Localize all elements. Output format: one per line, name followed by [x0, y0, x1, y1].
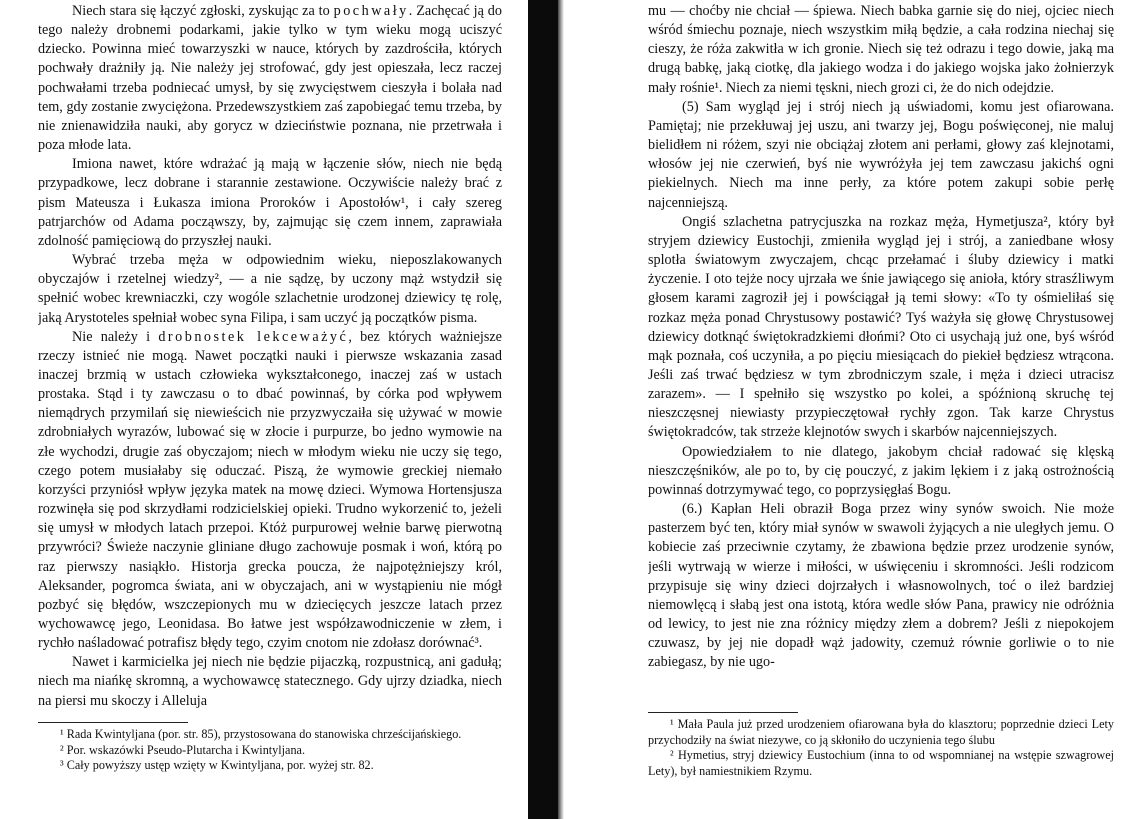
left-footnote-divider: [38, 722, 188, 723]
left-paragraph-1: Niech stara się łączyć zgłoski, zyskując za to pochwały. Zachęcać ją do tego należy drobnemi podarkami, jakie tylko w tym wieku mogą uciszyć dziecko. Powinna mieć towarzyszki w nauce, których by zazdrościła, których pochwały drażniły ją. Nie należy jej strofować, gdy jest opieszała, lecz raczej pochwałami trzeba podniecać umysł, by się zwycięstwem cieszyła i bolała nad tem, gdy zostanie zwyciężona. Przedewszystkiem zaś zapobiegać temu trzeba, by nie znienawidziła nauki, aby gorycz w dzieciństwie poznana, nie przetrwała i poza młode lata.: [38, 3, 502, 154]
spaced-emphasis: pochwały: [333, 3, 409, 19]
right-paragraph-3: Ongiś szlachetna patrycjuszka na rozkaz męża, Hymetjusza², który był stryjem dziewicy Eustochji, zmieniła wygląd jej i strój, a zaniedbane włosy splotła światowym zwyczajem, chcąc przełamać i śluby dziewicy i matki życzenie. I oto tejże nocy ujrzała we śnie jawiącego się anioła, który strasźliwym głosem karami zagroził jej i powściągał ją temi słowy: «To ty ośmieliłaś się rozkaz męża ponad Chrystusowy postawić? Tyś ważyła się głowę Chrystusowej dziewicy dotknąć świętokradzkiemi dłońmi? Oto ci usychają już one, byś wśród mąk poznała, coś uczyniła, a po pięciu miesiącach do piekieł będziesz wtrącona. Jeśli zaś trwać będziesz w tym zbrodniczym szale, i męża i dzieci utracisz zarazem». — I spełniło się wszystko po kolei, a spóźnioną skruchę tej nieszczęsnej niewiasty przypieczętował rychły zgon. Tak karze Chrystus świętokradców, tak strzeże klejnotów swych i skarbów najcenniejszych.: [648, 213, 1114, 441]
right-footnotes: [648, 717, 1114, 779]
left-page: [38, 0, 502, 819]
right-body-text: [648, 2, 1114, 672]
left-paragraph-3: Wybrać trzeba męża w odpowiednim wieku, nieposzlakowanych obyczajów i rzetelnej wiedzy², — a nie sądzę, by uczony mąż wstydził się spełnić wobec krewniaczki, czy wogóle szlachetnie urodzonej dziewicy tę rolę, jaką Arystoteles spełniał wobec syna Filipa, i sam uczyć ją początków pisma.: [38, 252, 502, 326]
left-paragraph-2: Imiona nawet, które wdrażać ją mają w łączenie słów, niech nie będą przypadkowe, lecz dobrane i starannie zestawione. Oczywiście należy brać z pism Mateusza i Łukasza imiona Proroków i Apostołów¹, i cały szereg patrjarchów od Adama począwszy, by, zajmując się czem innem, zaprawiała zdolność pamięciową do przyszłej nauki.: [38, 156, 502, 249]
left-footnote-2: ² Por. wskazówki Pseudo-Plutarcha i Kwintyljana.: [60, 742, 305, 757]
right-footnote-2: ² Hymetius, stryj dziewicy Eustochium (inna to od wspomnianej na wstępie szwagrowej Lety), był namiestnikiem Rzymu.: [648, 748, 1114, 778]
left-paragraph-4: Nie należy i drobnostek lekceważyć, bez których ważniejsze rzeczy istnieć nie mogą. Nawet początki nauki i pierwsze wskazania zasad inaczej brzmią w ustach człowieka wykształconego, inaczej zaś w ustach prostaka. Stąd i ty zawczasu o to dbać powinnaś, by córka pod wpływem niemądrych przymilań się niewieścich nie przyzwyczaiła się używać w mowie zdrobniałych wyrazów, lubować się w złocie i purpurze, bo jedno wymowie na złe wychodzi, drugie zaś obyczajom; niech w młodym wieku nie uczy się tego, czego potem musiałaby się oduczać. Piszą, że wymowie greckiej niemało korzyści przyniósł wpływ języka matek na mowę dzieci. Wymowa Hortensjusza rozwinęła się pod skrzydłami rodzicielskiej opieki. Trudno wykorzenić to, jeżeli się umysł w młodych latach przepoi. Któż purpurowej wełnie barwę pierwotną przywróci? Świeże naczynie gliniane długo zachowuje posmak i woń, którą po raz pierwszy nasiąkło. Historja grecka poucza, że najpotężniejszy król, Aleksander, pogromca świata, ani w obyczajach, ani w wystąpieniu nie mógł pozbyć się błędów, wszczepionych mu w dziecięcych jeszcze latach przez wychowawcę jego, Leonidasa. Bo łatwe jest współzawodniczenie w złem, i rychło naśladować potrafisz błędy tego, czyim cnotom nie zdołasz dorównać³.: [38, 328, 502, 652]
right-page: [648, 0, 1114, 819]
left-footnote-3: ³ Cały powyższy ustęp wzięty w Kwintyljana, por. wyżej str. 82.: [60, 758, 374, 773]
left-body-text: [38, 2, 502, 711]
book-gutter-shadow: [528, 0, 558, 819]
left-footnote-1: ¹ Rada Kwintyljana (por. str. 85), przystosowana do stanowiska chrześcijańskiego.: [60, 727, 462, 741]
book-gutter-edge: [558, 0, 564, 819]
right-paragraph-4: Opowiedziałem to nie dlatego, jakobym chciał radować się klęską nieszczęśników, ale po to, by cię pouczyć, z jakim lękiem i z jaką ostrożnością powinnaś dotrzymywać tego, co poprzysięgłaś Bogu.: [648, 443, 1114, 498]
right-footnote-1: ¹ Mała Paula już przed urodzeniem ofiarowana była do klasztoru; poprzednie dzieci Lety przychodziły na świat niezywe, co ją skłoniło do uczynienia tego ślubu: [648, 717, 1114, 747]
left-footnotes: [38, 727, 502, 774]
right-paragraph-1: mu — choćby nie chciał — śpiewa. Niech babka garnie się do niej, ojciec niech wśród śmiechu poznaje, niech wszystkim miłą będzie, a cała rodzina niechaj się cieszy, że róża zakwitła w ich gronie. Niech się też odrazu i tego dowie, jaką ma drugą babkę, jaką ciotkę, dla jakiego wodza i do jakiego wojska jako żołnierzyk mały rośnie¹. Niech za niemi tęskni, niech grozi ci, że do nich odejdzie.: [648, 3, 1114, 96]
left-paragraph-5: Nawet i karmicielka jej niech nie będzie pijaczką, rozpustnicą, ani gadułą; niech ma niańkę skromną, a wychowawcę statecznego. Gdy ujrzy dziadka, niech na piersi mu skoczy i Alleluja: [38, 654, 502, 709]
right-paragraph-2: (5) Sam wygląd jej i strój niech ją uświadomi, komu jest ofiarowana. Pamiętaj; nie przekłuwaj jej uszu, ani twarzy jej, Bogu poświęconej, nie maluj bielidłem ni różem, szyi nie obciążaj złotem ani perłami, głowy zaś klejnotami, włosów jej nie czerwień, byś nie wywróżyła jej tem zawczasu jakichś ogni piekielnych. Niech ma inne perły, za które potem zakupi sobie perłę najcenniejszą.: [648, 98, 1114, 211]
right-paragraph-5: (6.) Kapłan Heli obraził Boga przez winy synów swoich. Nie może pasterzem być ten, który miał synów w swawoli żyjących a nie uległych jemu. O kobiecie zaś przeciwnie czytamy, że zbawiona będzie przez urodzenie synów, jeśli wytrwają w wierze i miłości, w uświęceniu i skromności. Jeśli rodzicom przypisuje się winy dzieci dojrzałych i własnowolnych, toć o ileż bardziej niemowlęcą i słabą jest ona istotą, która wedle słów Pana, prawicy nie odróżnia od lewicy, to jest nie zna różnicy między złem a dobrem? Jeśli z niepokojem czuwasz, by jej nie dopadł wąż jadowity, czemuż równie gorliwie o to nie zabiegasz, by nie ugo-: [648, 501, 1114, 671]
right-footnote-divider: [648, 712, 798, 713]
spaced-emphasis: drobnostek lekceważyć: [158, 328, 349, 345]
